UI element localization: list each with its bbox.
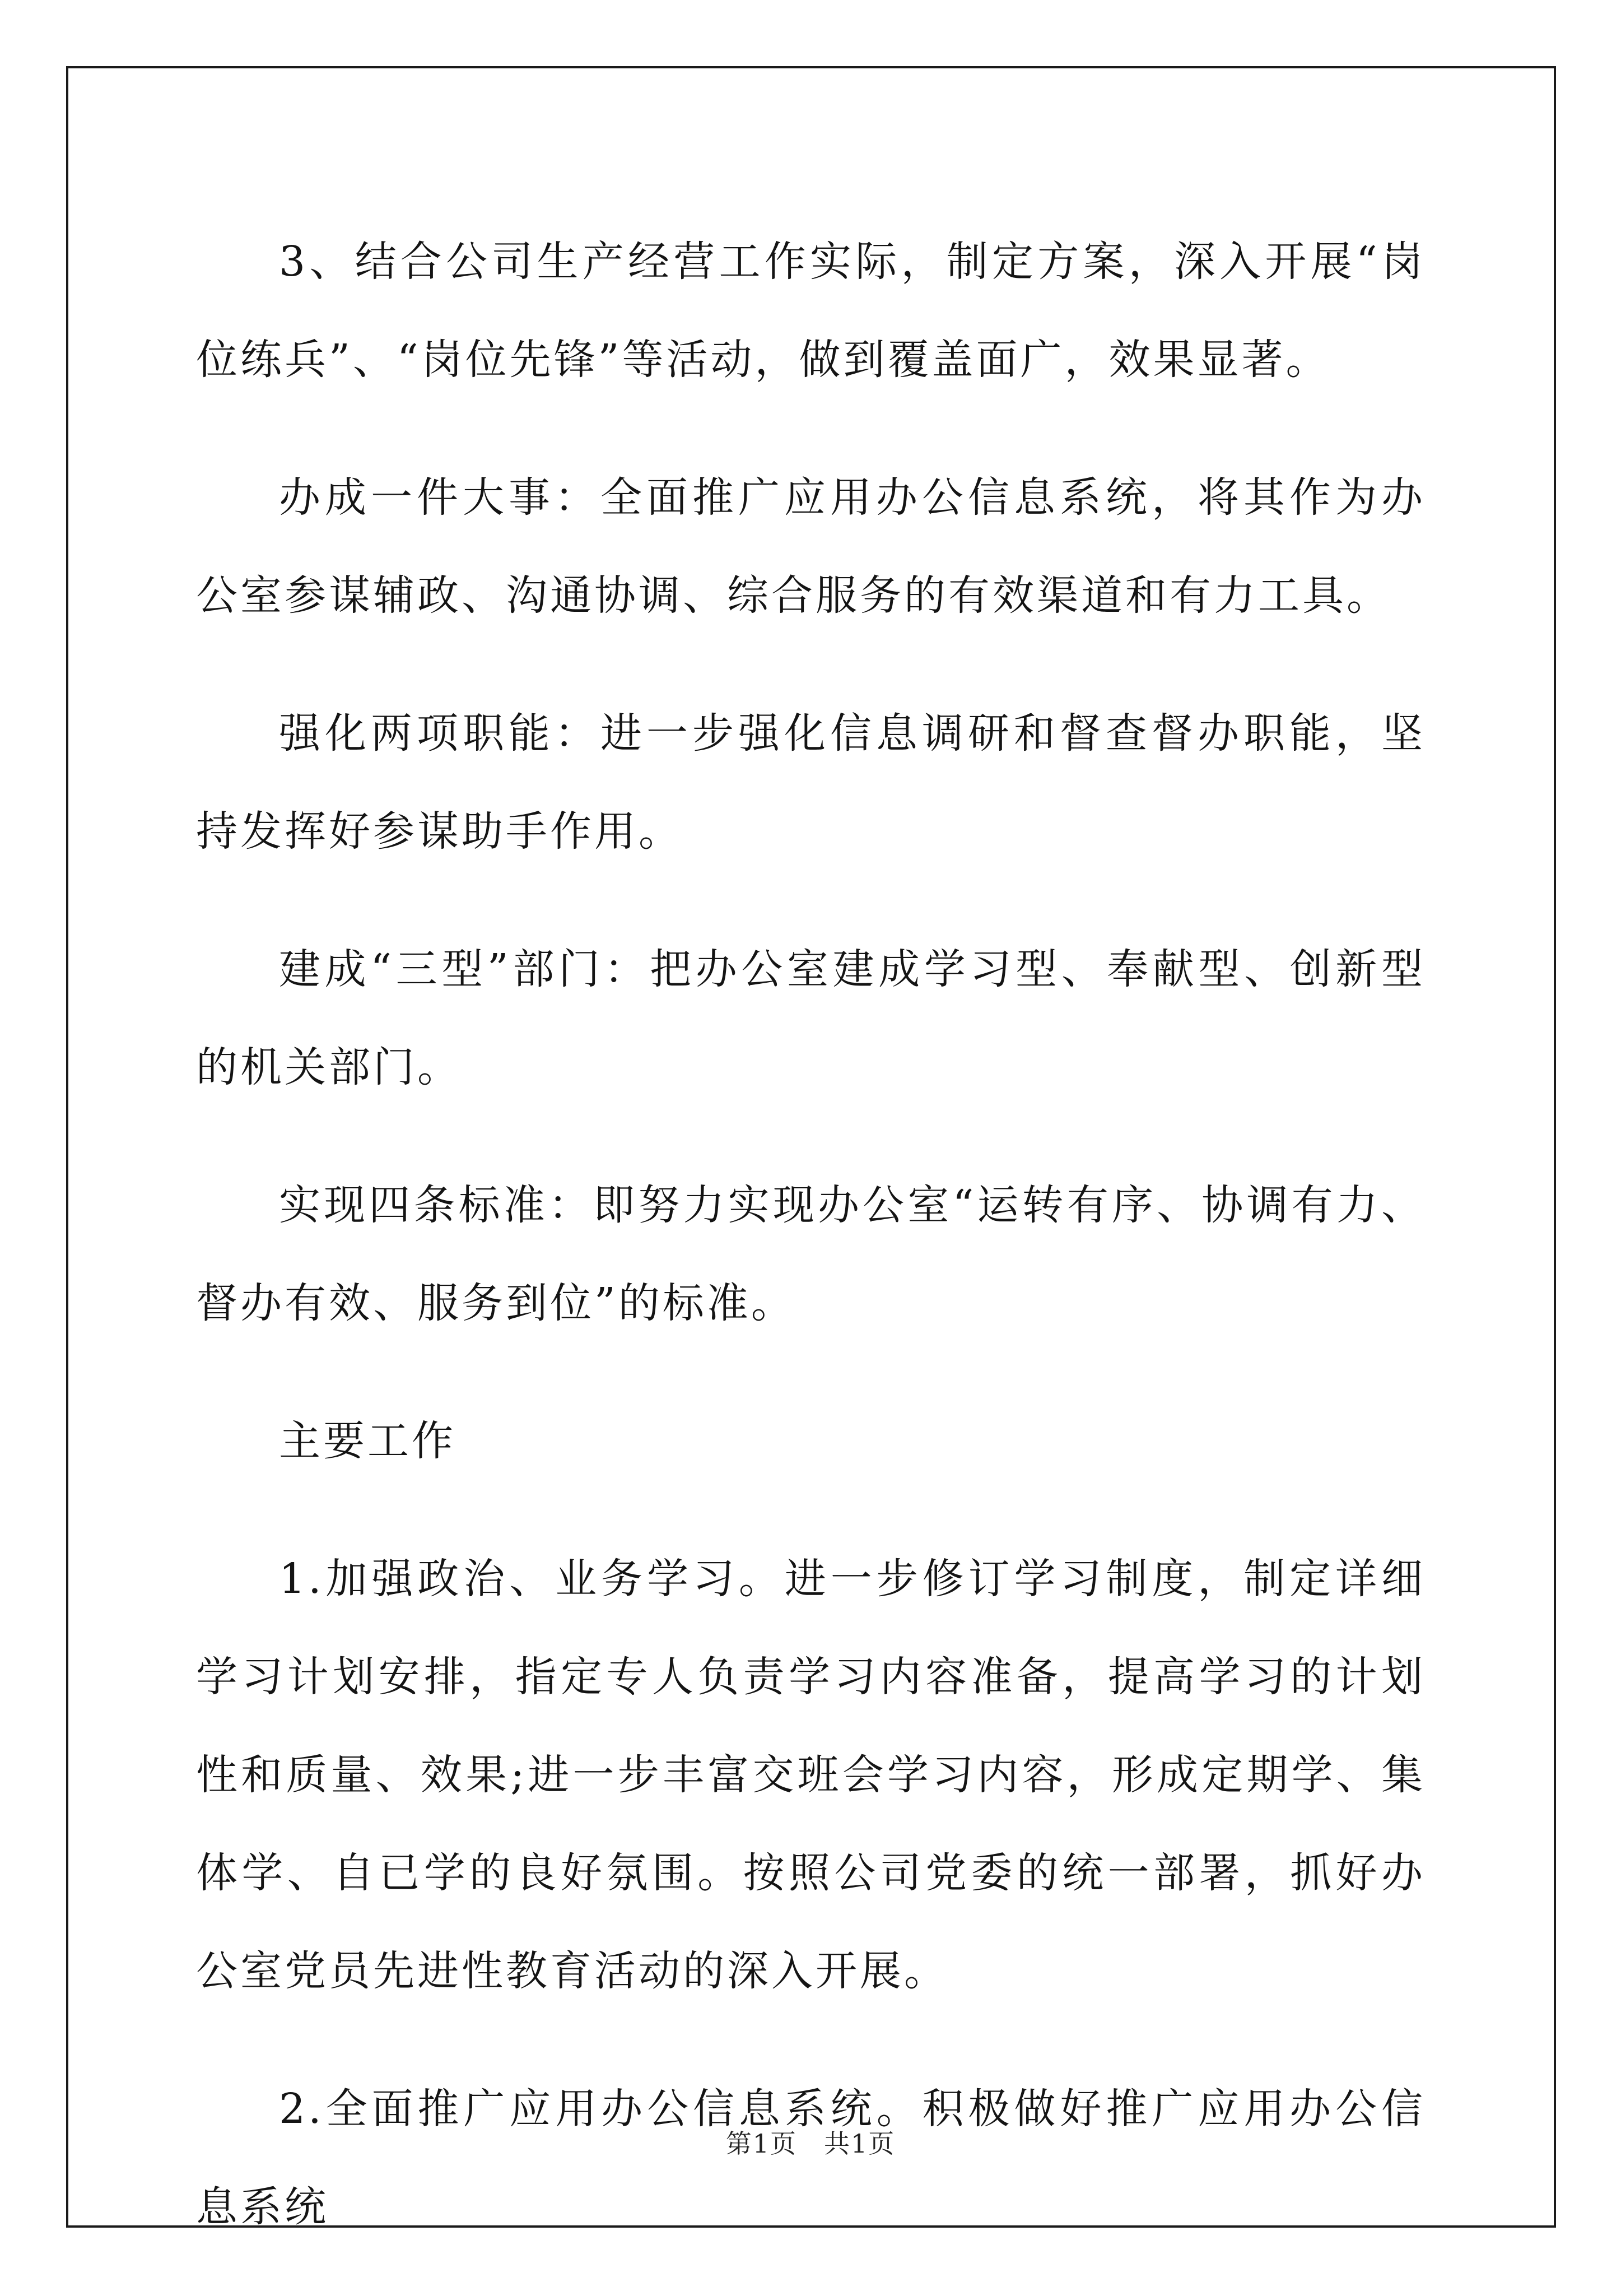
paragraph-one-major-task: 办成一件大事：全面推广应用办公信息系统，将其作为办公室参谋辅政、沟通协调、综合服务的有效渠道和有力工具。 xyxy=(196,473,1426,620)
paragraph-three-types: 建成“三型”部门：把办公室建成学习型、奉献型、创新型的机关部门。 xyxy=(196,945,1426,1091)
paragraph-two-functions: 强化两项职能：进一步强化信息调研和督查督办职能，坚持发挥好参谋助手作用。 xyxy=(196,709,1426,856)
paragraph-activities: 3、结合公司生产经营工作实际，制定方案，深入开展“岗位练兵”、“岗位先锋”等活动，做到覆盖面广，效果显著。 xyxy=(196,238,1426,384)
paragraph-four-standards: 实现四条标准：即努力实现办公室“运转有序、协调有力、督办有效、服务到位”的标准。 xyxy=(196,1181,1426,1327)
paragraph-item-1-study: 1.加强政治、业务学习。进一步修订学习制度，制定详细学习计划安排，指定专人负责学习内容准备，提高学习的计划性和质量、效果;进一步丰富交班会学习内容，形成定期学、集体学、自已学的良好氛围。按照公司党委的统一部署，抓好办公室党员先进性教育活动的深入开展。 xyxy=(196,1555,1426,1995)
page-number-footer: 第1页 共1页 xyxy=(725,2128,896,2159)
document-body xyxy=(196,213,1426,2296)
paragraph-item-2-info-system: 2.全面推广应用办公信息系统。积极做好推广应用办公信息系统 xyxy=(196,2085,1426,2231)
section-heading-main-work: 主要工作 xyxy=(279,1417,456,1465)
